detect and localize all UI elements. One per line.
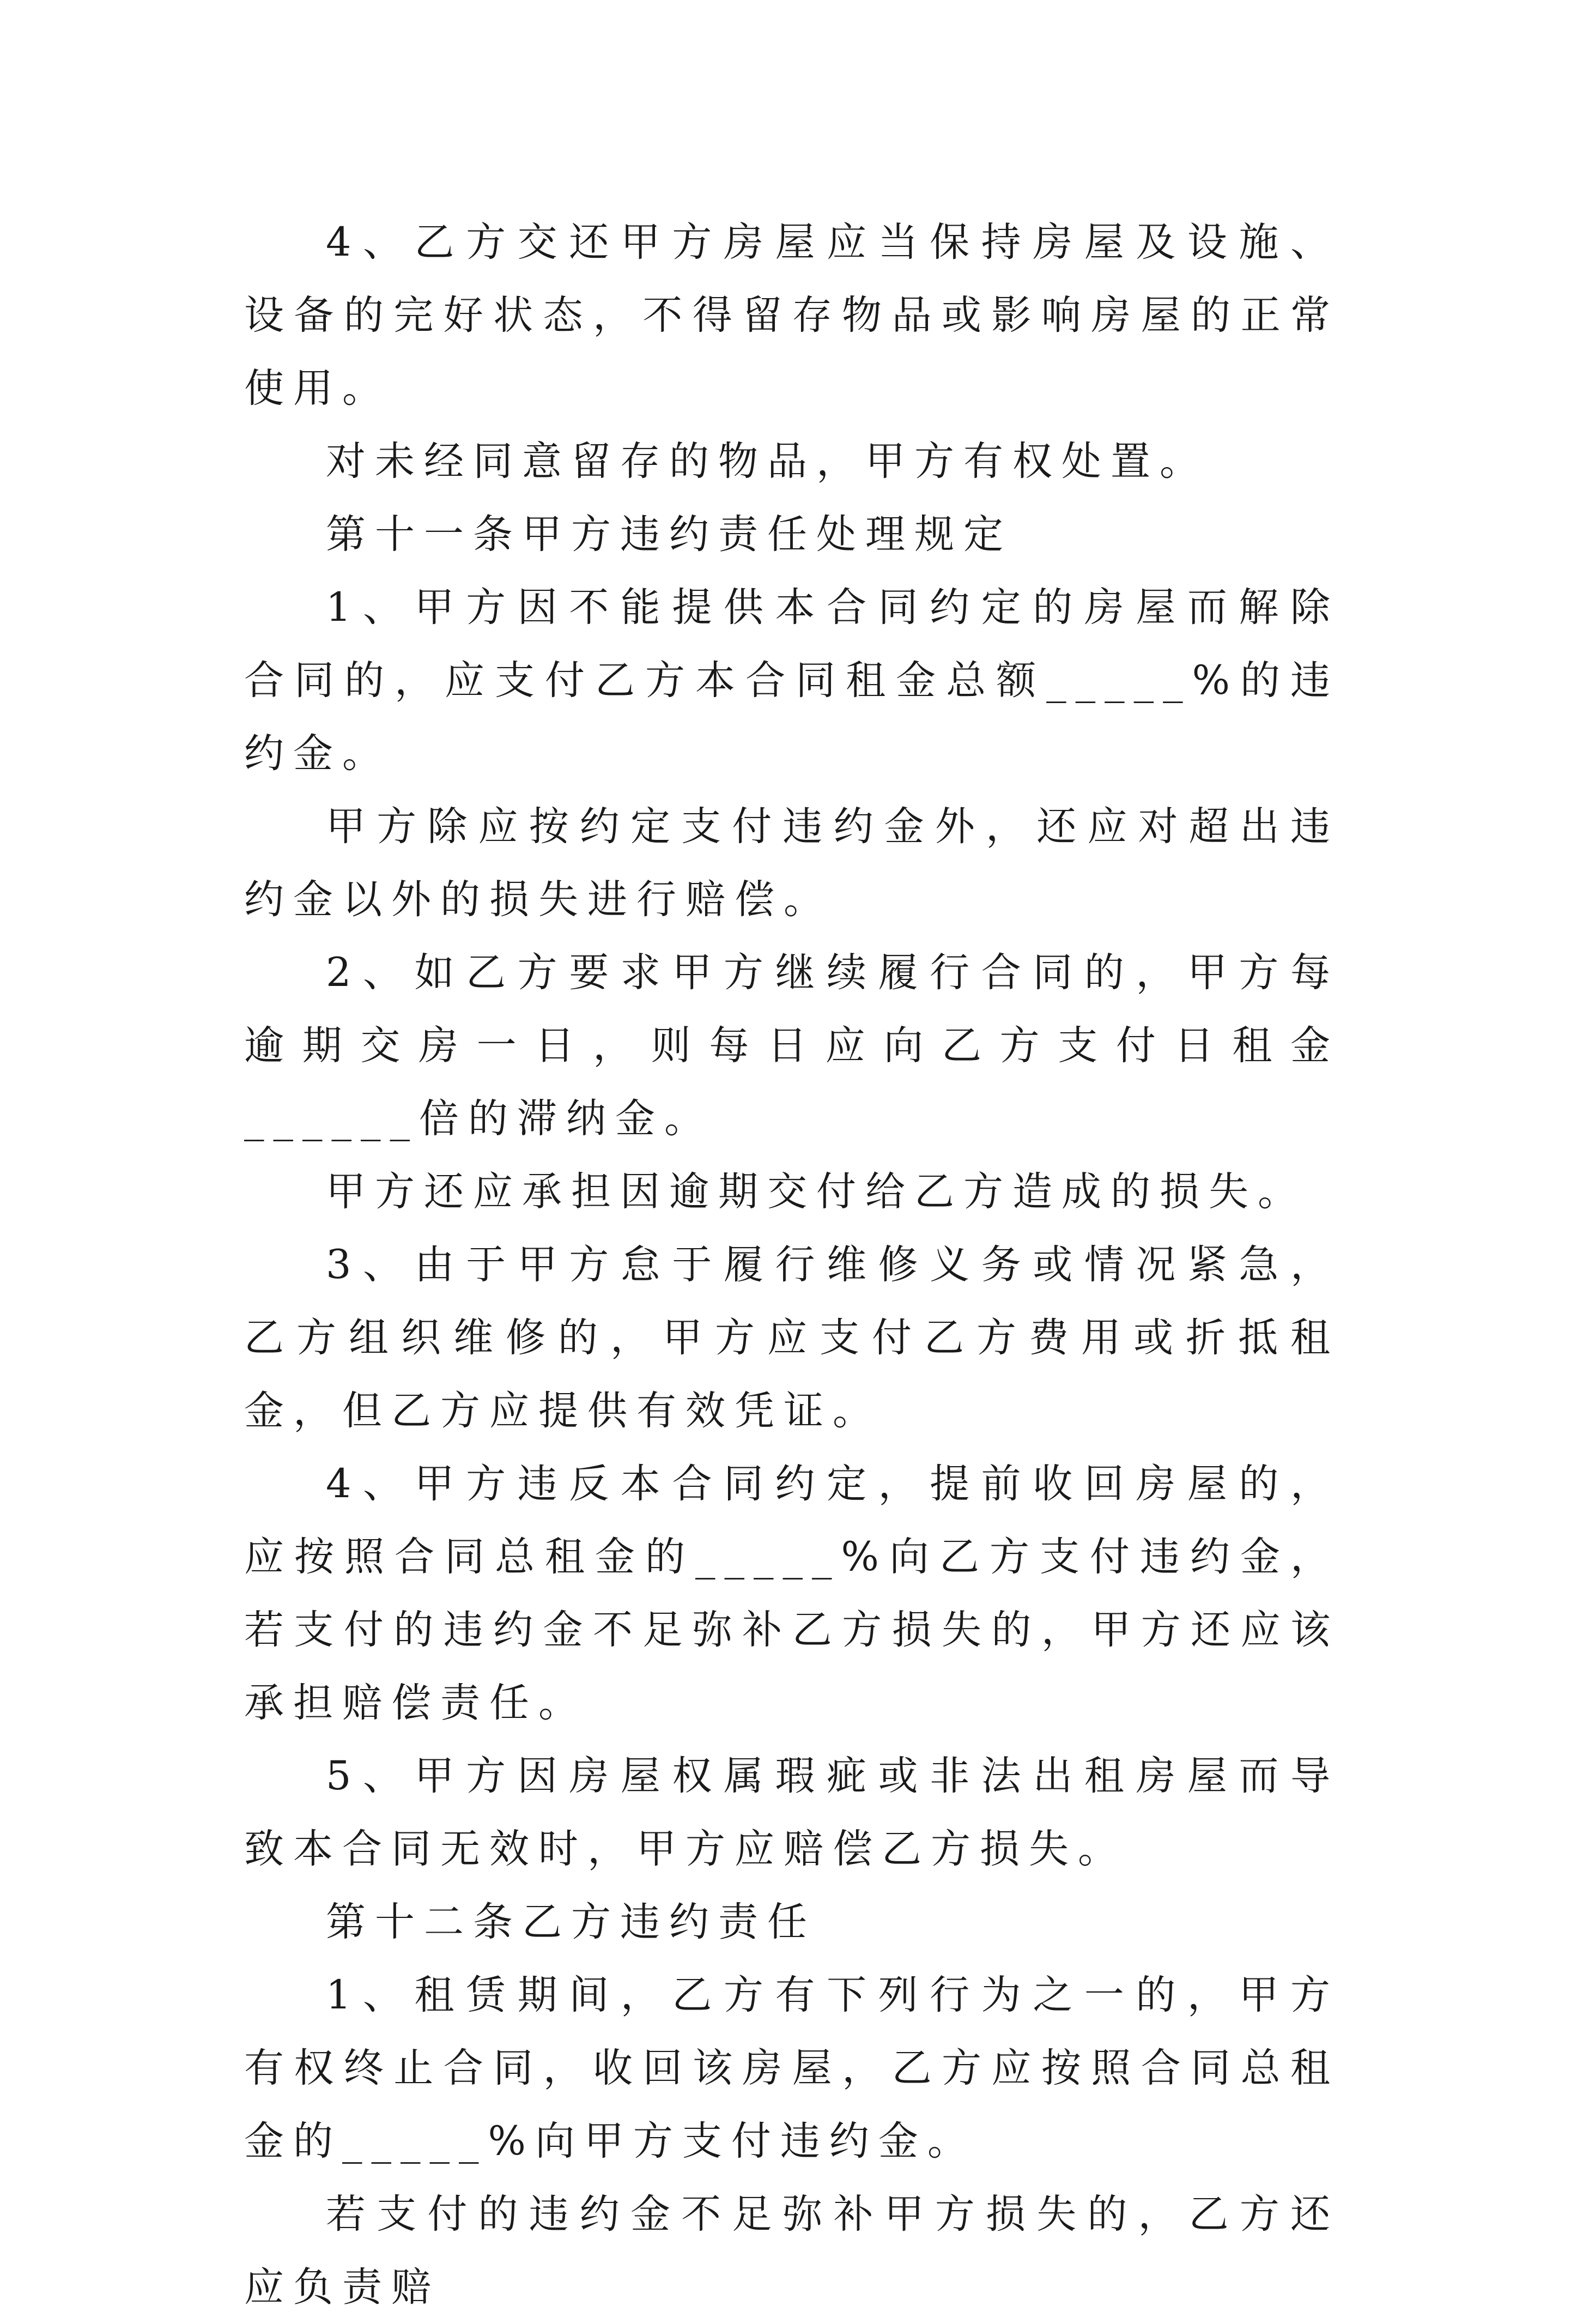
paragraph-unauthorized-items: 对未经同意留存的物品，甲方有权处置。 [326,438,1209,485]
paragraph-11-3: 3、由于甲方怠于履行维修义务或情况紧急，乙方组织维修的，甲方应支付乙方费用或折抵租金，但乙方应提供有效凭证。 [244,1242,1339,1434]
paragraph-11-5: 5、甲方因房屋权属瑕疵或非法出租房屋而导致本合同无效时，甲方应赔偿乙方损失。 [244,1753,1339,1872]
paragraph-return-house-condition: 4、乙方交还甲方房屋应当保持房屋及设施、设备的完好状态，不得留存物品或影响房屋的正常使用。 [244,219,1339,411]
paragraph-12-1-compensation: 若支付的违约金不足弥补甲方损失的，乙方还应负责赔 [244,2191,1339,2310]
heading-article-11: 第十一条甲方违约责任处理规定 [326,511,1012,558]
paragraph-11-1: 1、甲方因不能提供本合同约定的房屋而解除合同的，应支付乙方本合同租金总额_____%的违约金。 [244,584,1339,777]
paragraph-11-2: 2、如乙方要求甲方继续履行合同的，甲方每逾期交房一日，则每日应向乙方支付日租金______倍的滞纳金。 [244,949,1339,1142]
paragraph-12-1: 1、租赁期间，乙方有下列行为之一的，甲方有权终止合同，收回该房屋，乙方应按照合同总租金的_____%向甲方支付违约金。 [244,1972,1339,2164]
heading-article-12: 第十二条乙方违约责任 [326,1899,816,1945]
document-body [244,206,1339,2324]
paragraph-11-4: 4、甲方违反本合同约定，提前收回房屋的，应按照合同总租金的_____%向乙方支付违约金，若支付的违约金不足弥补乙方损失的，甲方还应该承担赔偿责任。 [244,1461,1339,1726]
paragraph-11-1-compensation: 甲方除应按约定支付违约金外，还应对超出违约金以外的损失进行赔偿。 [244,803,1339,923]
paragraph-11-2-loss: 甲方还应承担因逾期交付给乙方造成的损失。 [326,1169,1307,1215]
